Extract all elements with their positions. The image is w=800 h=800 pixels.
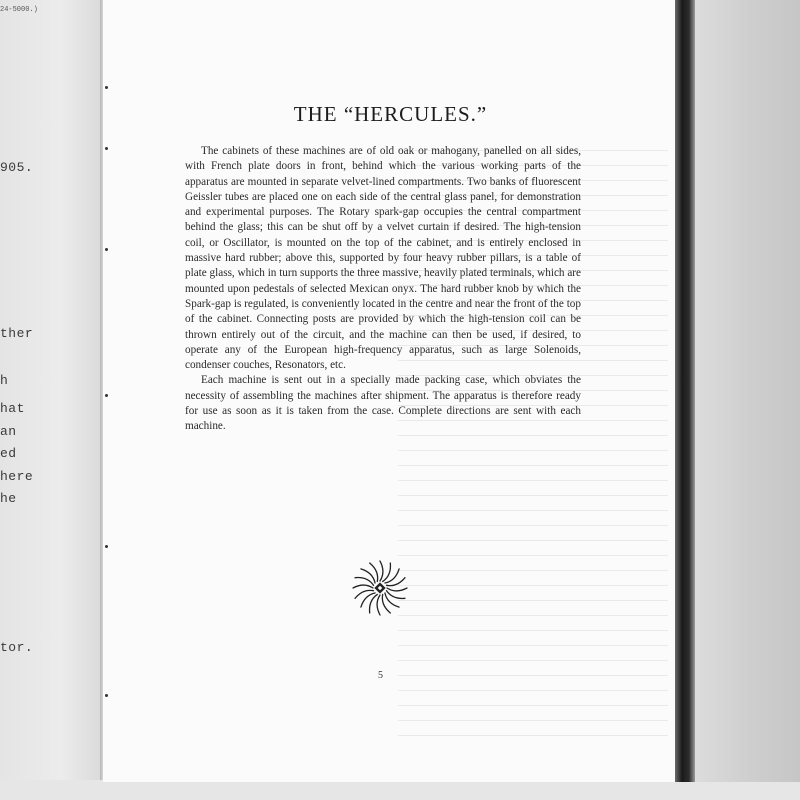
left-page-line: an [0,424,17,439]
binding-hole [105,147,108,150]
paragraph: The cabinets of these machines are of old oak or mahogany, panelled on all sides, with French plate doors in front, behind which the various working parts of the apparatus are mounted in separate velvet-lined compartments. Two banks of fluorescent Geissler tubes are placed one on each side of the central glass panel, for demonstration and experimental purposes. The Rotary spark-gap occupies the central compartment behind the glass; this can be shut off by a velvet curtain if desired. The high-tension coil, or Oscillator, is mounted on the top of the cabinet, and is entirely enclosed in massive hard rubber; above this, supported by four heavy rubber pillars, is a table of plate glass, which in turn supports the three massive, heavily plated terminals, which are mounted upon pedestals of selected Mexican onyx. The hard rubber knob by which the Spark-gap is regulated, is conveniently located in the centre and near the front of the top of the cabinet. Connecting posts are provided by which the high-tension coil can be thrown entirely out of the circuit, and the machine can then be used, if desired, to operate any of the European high-frequency apparatus, such as large Solenoids, condenser couches, Resonators, etc. [185,145,581,372]
next-page-edge [695,0,800,782]
ornament-ray [387,588,407,591]
ornament-ray [383,563,391,581]
binding-hole [105,394,108,397]
left-page-line: ther [0,326,34,341]
scan-bottom-edge [0,780,800,800]
left-page-line: h [0,373,9,388]
main-page [103,0,678,782]
left-page-line: he [0,491,17,506]
binding-hole [105,248,108,251]
ornament-ray [380,561,383,581]
left-page-line: 905. [0,160,34,175]
binding-hole [105,694,108,697]
binding-hole [105,86,108,89]
page-title: THE “HERCULES.” [293,102,488,126]
ornament-ray [377,595,380,615]
paragraph: Each machine is sent out in a specially made packing case, which obviates the necessity of assembling the machines after shipment. The apparatus is therefore ready for use as soon as it is taken from the case. Complete directions are sent with each machine. [185,374,581,433]
left-page-line: hat [0,401,25,416]
binding-hole [105,545,108,548]
ornament-ray [361,593,375,607]
page-number: 5 [378,670,383,681]
left-facing-page [0,0,102,780]
body-text [185,144,581,435]
left-page-line: tor. [0,640,34,655]
left-page-line: ed [0,446,17,461]
ornament-ray [385,569,399,583]
left-page-line: here [0,469,34,484]
ornament-ray [370,594,378,612]
ornament-ray [385,593,399,607]
starburst-ornament-icon [348,556,412,620]
ornament-ray [355,578,373,586]
book-binding-edge [675,0,695,782]
ornament-ray [353,585,373,588]
left-page-line: 24-5000.) [0,6,38,14]
ornament-ray [386,591,404,599]
ornament-ray [361,569,375,583]
